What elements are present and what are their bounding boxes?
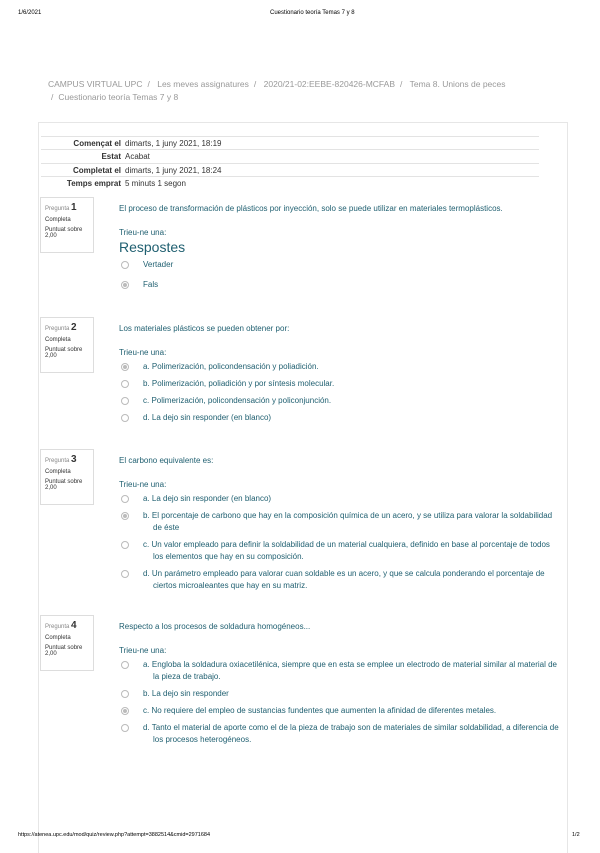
choose-one-label: Trieu-ne una: — [119, 646, 167, 655]
answer-label: c. Polimerización, policondensación y policonjunción. — [143, 396, 332, 405]
print-title: Cuestionario teoría Temas 7 y 8 — [270, 10, 355, 16]
answer-label: d. La dejo sin responder (en blanco) — [143, 413, 272, 422]
question-info: Pregunta 2 Completa Puntuat sobre 2,00 — [40, 317, 94, 373]
radio-selected-icon[interactable] — [121, 363, 129, 371]
question-points: 2,00 — [45, 485, 57, 491]
answer-label: a. Polimerización, policondensación y poliadición. — [143, 362, 319, 371]
answer-option[interactable] — [131, 705, 559, 717]
radio-icon[interactable] — [121, 397, 129, 405]
answer-label: d. Tanto el material de aporte como el de la pieza de trabajo son de materiales de similar soldabilidad, a diferencia de los procesos heterogéneos. — [143, 723, 559, 744]
answer-option[interactable] — [131, 378, 559, 390]
question-points-label: Puntuat sobre — [45, 347, 83, 353]
summary-row: Estat Acabat — [41, 149, 539, 163]
question-state: Completa — [45, 469, 71, 475]
question-info: Pregunta 1 Completa Puntuat sobre 2,00 — [40, 197, 94, 253]
question-text: Respecto a los procesos de soldadura homogéneos... — [119, 622, 311, 631]
radio-selected-icon[interactable] — [121, 281, 129, 289]
answer-option[interactable] — [131, 568, 559, 592]
answer-option[interactable] — [131, 395, 559, 407]
question-info: Pregunta 4 Completa Puntuat sobre 2,00 — [40, 615, 94, 671]
print-url: https://atenea.upc.edu/mod/quiz/review.php?attempt=3882514&cmid=2971684 — [18, 832, 211, 838]
question-points: 2,00 — [45, 233, 57, 239]
radio-icon[interactable] — [121, 414, 129, 422]
print-page: 1/2 — [572, 832, 580, 838]
answer-label: b. La dejo sin responder — [143, 689, 229, 698]
answer-option[interactable] — [131, 659, 559, 683]
answers-heading: Respostes — [119, 239, 186, 255]
breadcrumb-item[interactable]: CAMPUS VIRTUAL UPC — [48, 79, 143, 89]
answer-option[interactable] — [131, 412, 559, 424]
radio-icon[interactable] — [121, 380, 129, 388]
answer-option[interactable] — [131, 510, 559, 534]
question-number: 2 — [71, 322, 77, 333]
choose-one-label: Trieu-ne una: — [119, 480, 167, 489]
question-state: Completa — [45, 337, 71, 343]
question-points-label: Puntuat sobre — [45, 479, 83, 485]
answer-label: Fals — [143, 280, 159, 289]
question-points: 2,00 — [45, 651, 57, 657]
radio-icon[interactable] — [121, 570, 129, 578]
question-text: El proceso de transformación de plásticos por inyección, solo se puede utilizar en materiales termoplásticos. — [119, 204, 503, 213]
radio-icon[interactable] — [121, 541, 129, 549]
answer-option[interactable] — [131, 539, 559, 563]
breadcrumb-item[interactable]: 2020/21-02:EEBE-820426-MCFAB — [263, 79, 395, 89]
question-content — [119, 323, 559, 429]
question-points-label: Puntuat sobre — [45, 227, 83, 233]
radio-selected-icon[interactable] — [121, 707, 129, 715]
question-state: Completa — [45, 217, 71, 223]
question-number: 3 — [71, 454, 77, 465]
summary-row: Començat el dimarts, 1 juny 2021, 18:19 — [41, 136, 539, 150]
breadcrumb-item[interactable]: Cuestionario teoría Temas 7 y 8 — [58, 92, 179, 102]
answer-option[interactable] — [131, 688, 559, 700]
question-text: El carbono equivalente es: — [119, 456, 214, 465]
radio-selected-icon[interactable] — [121, 512, 129, 520]
question-number: 4 — [71, 620, 77, 631]
question-points: 2,00 — [45, 353, 57, 359]
radio-icon[interactable] — [121, 495, 129, 503]
answer-option[interactable] — [131, 279, 559, 291]
answer-option[interactable] — [131, 259, 559, 271]
question-info: Pregunta 3 Completa Puntuat sobre 2,00 — [40, 449, 94, 505]
answer-label: b. El porcentaje de carbono que hay en la composición química de un acero, y se utiliza para valorar la soldabilidad de éste — [143, 511, 553, 532]
question-content — [119, 621, 559, 751]
quiz-review-card — [38, 122, 568, 853]
answer-label: c. Un valor empleado para definir la soldabilidad de un material cualquiera, definido en base al porcentaje de todos los elementos que hay en su composición. — [143, 540, 550, 561]
radio-icon[interactable] — [121, 690, 129, 698]
question-number: 1 — [71, 202, 77, 213]
question-points-label: Puntuat sobre — [45, 645, 83, 651]
question-state: Completa — [45, 635, 71, 641]
answer-label: d. Un parámetro empleado para valorar cuan soldable es un acero, y que se calcula ponderando el porcentaje de ciertos microaleantes que hay en su matriz. — [143, 569, 545, 590]
question-text: Los materiales plásticos se pueden obtener por: — [119, 324, 290, 333]
question-content — [119, 203, 559, 299]
radio-icon[interactable] — [121, 261, 129, 269]
radio-icon[interactable] — [121, 724, 129, 732]
breadcrumb-item[interactable]: Les meves assignatures — [157, 79, 249, 89]
answer-label: a. Engloba la soldadura oxiacetilénica, siempre que en esta se emplee un electrodo de material similar al material de la pieza de trabajo. — [143, 660, 558, 681]
answer-label: a. La dejo sin responder (en blanco) — [143, 494, 272, 503]
radio-icon[interactable] — [121, 661, 129, 669]
answer-option[interactable] — [131, 722, 559, 746]
answer-option[interactable] — [131, 493, 559, 505]
summary-row: Temps emprat 5 minuts 1 segon — [41, 176, 539, 190]
answer-label: b. Polimerización, poliadición y por síntesis molecular. — [143, 379, 335, 388]
choose-one-label: Trieu-ne una: — [119, 228, 167, 237]
choose-one-label: Trieu-ne una: — [119, 348, 167, 357]
answer-option[interactable] — [131, 361, 559, 373]
breadcrumb-item[interactable]: Tema 8. Unions de peces — [409, 79, 506, 89]
print-date: 1/6/2021 — [18, 10, 42, 16]
answer-label: Vertader — [143, 260, 174, 269]
question-content — [119, 455, 559, 597]
answer-label: c. No requiere del empleo de sustancias fundentes que aumenten la afinidad de diferentes metales. — [143, 706, 497, 715]
summary-row: Completat el dimarts, 1 juny 2021, 18:24 — [41, 163, 539, 177]
breadcrumb: CAMPUS VIRTUAL UPC / Les meves assignatures / 2020/21-02:EEBE-820426-MCFAB / Tema 8. Unions de peces / Cuestionario teoría Temas 7 y 8 — [48, 79, 506, 102]
